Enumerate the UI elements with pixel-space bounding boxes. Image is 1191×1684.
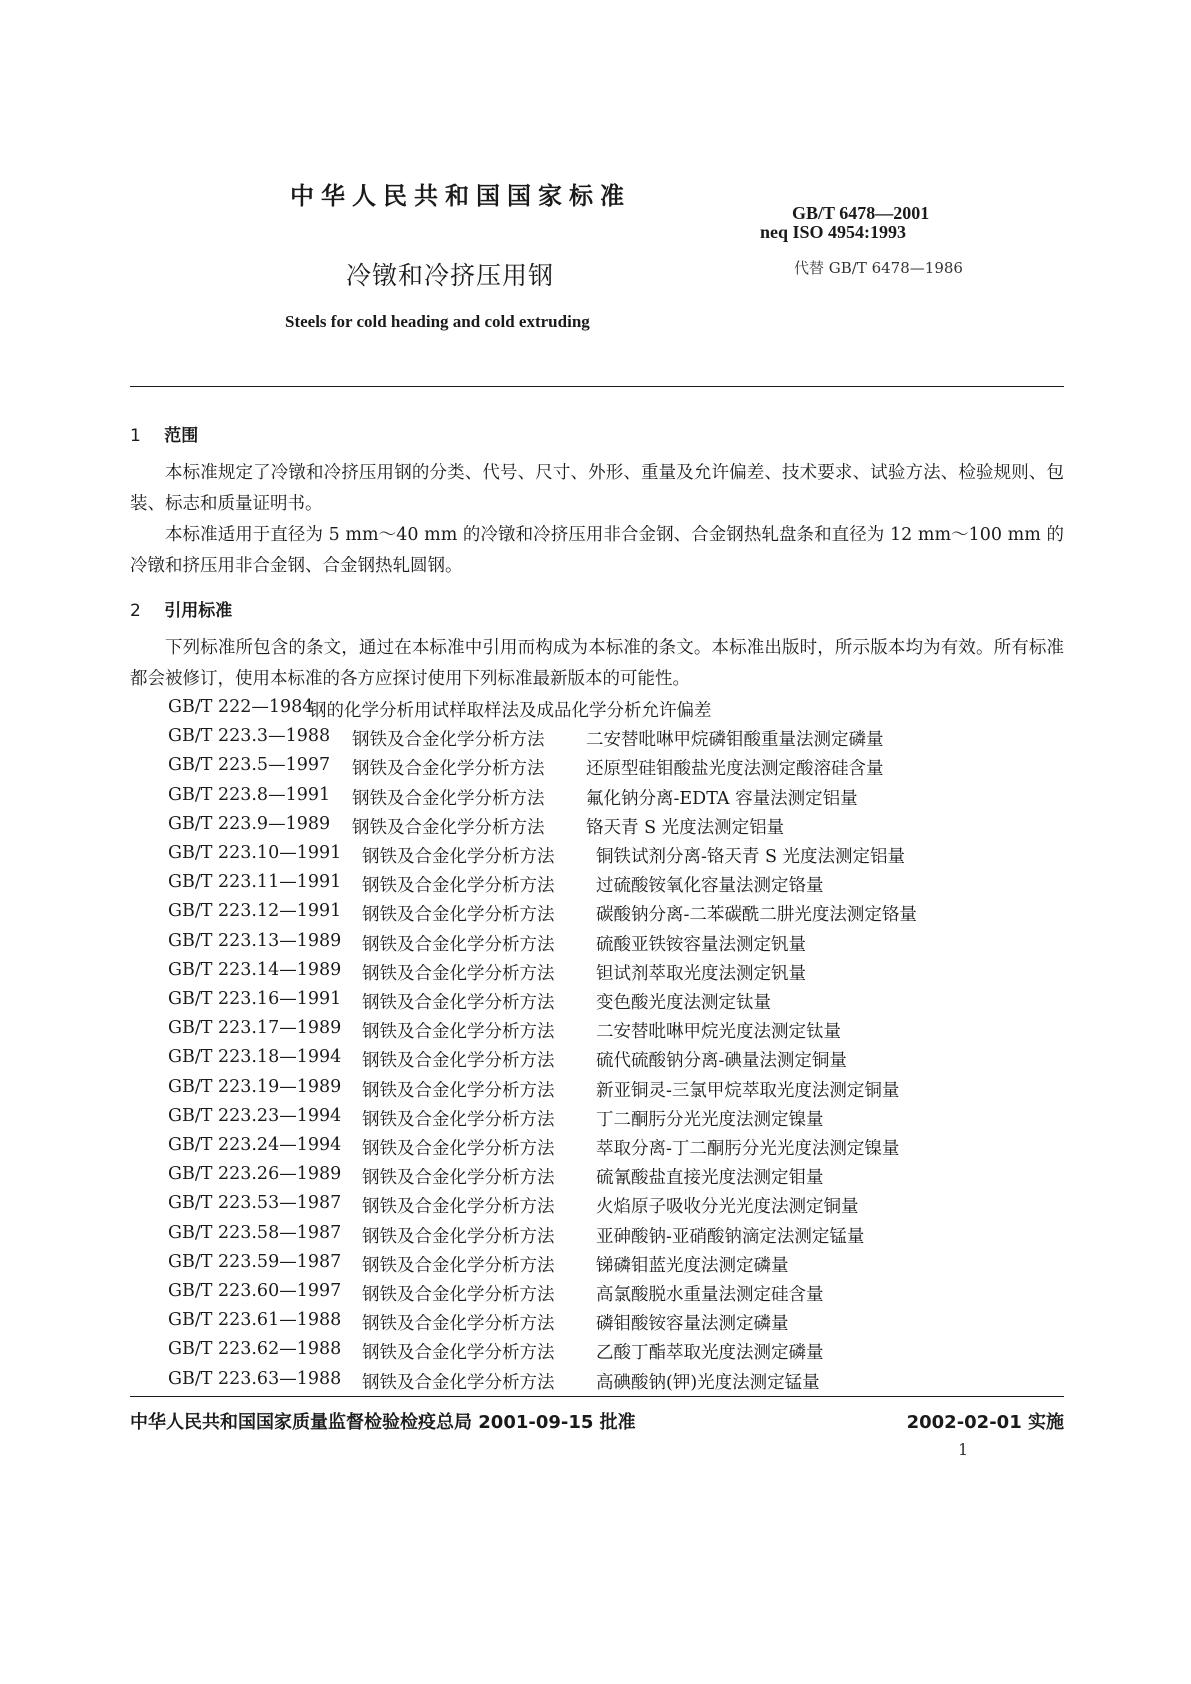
reference-title: 钢铁及合金化学分析方法 <box>362 1109 555 1130</box>
reference-code: GB/T 223.58—1987 <box>168 1222 342 1243</box>
reference-method: 硫酸亚铁铵容量法测定钒量 <box>596 934 806 955</box>
reference-title: 钢铁及合金化学分析方法 <box>362 1197 555 1218</box>
reference-title: 钢铁及合金化学分析方法 <box>362 1022 555 1043</box>
reference-method: 萃取分离-丁二酮肟分光光度法测定镍量 <box>596 1139 900 1159</box>
national-standard-heading: 中华人民共和国国家标准 <box>290 182 631 210</box>
reference-code: GB/T 223.18—1994 <box>168 1047 342 1068</box>
reference-code: GB/T 223.8—1991 <box>168 784 331 805</box>
reference-title: 钢铁及合金化学分析方法 <box>352 730 545 751</box>
reference-code: GB/T 223.63—1988 <box>168 1368 342 1389</box>
reference-title: 钢铁及合金化学分析方法 <box>362 934 555 955</box>
reference-method: 碳酸钠分离-二苯碳酰二肼光度法测定铬量 <box>596 905 917 926</box>
reference-method: 还原型硅钼酸盐光度法测定酸溶硅含量 <box>586 759 884 780</box>
reference-code: GB/T 223.24—1994 <box>168 1135 342 1155</box>
reference-method: 过硫酸铵氧化容量法测定铬量 <box>596 876 824 897</box>
reference-code: GB/T 223.53—1987 <box>168 1193 342 1214</box>
section-title: 引用标准 <box>164 601 233 621</box>
reference-code: GB/T 223.59—1987 <box>168 1251 342 1272</box>
reference-title: 钢铁及合金化学分析方法 <box>362 993 555 1013</box>
standard-code: GB/T 6478—2001 <box>792 203 930 223</box>
reference-method: 变色酸光度法测定钛量 <box>596 993 771 1013</box>
reference-code: GB/T 223.23—1994 <box>168 1105 342 1126</box>
footer-divider <box>130 1396 1064 1397</box>
reference-title: 钢铁及合金化学分析方法 <box>362 1343 555 1364</box>
paragraph: 下列标准所包含的条文，通过在本标准中引用而构成为本标准的条文。本标准出版时，所示版本均为有效。所有标准都会被修订，使用本标准的各方应探讨使用下列标准最新版本的可能性。 <box>130 638 1064 689</box>
reference-code: GB/T 223.14—1989 <box>168 959 342 980</box>
reference-code: GB/T 223.26—1989 <box>168 1164 342 1185</box>
reference-code: GB/T 223.61—1988 <box>168 1310 342 1331</box>
reference-method: 亚砷酸钠-亚硝酸钠滴定法测定锰量 <box>596 1226 865 1247</box>
document-title-en: Steels for cold heading and cold extruding <box>285 312 590 331</box>
reference-code: GB/T 223.19—1989 <box>168 1076 342 1097</box>
reference-method: 氟化钠分离-EDTA 容量法测定铝量 <box>586 788 858 809</box>
reference-code: GB/T 222—1984 <box>168 697 314 717</box>
reference-code: GB/T 223.17—1989 <box>168 1018 342 1039</box>
replaces-standard: 代替 GB/T 6478—1986 <box>794 259 963 277</box>
reference-method: 磷钼酸铵容量法测定磷量 <box>596 1314 789 1335</box>
reference-title: 钢铁及合金化学分析方法 <box>362 905 555 926</box>
section-2-intro <box>130 633 1064 695</box>
reference-method: 锑磷钼蓝光度法测定磷量 <box>596 1255 789 1276</box>
reference-title: 钢铁及合金化学分析方法 <box>362 1314 555 1335</box>
section-1-body <box>130 458 1064 582</box>
implementation-date: 2002-02-01 实施 <box>906 1412 1064 1433</box>
reference-code: GB/T 223.62—1988 <box>168 1339 342 1360</box>
reference-title: 钢铁及合金化学分析方法 <box>362 1255 555 1276</box>
paragraph: 本标准适用于直径为 5 mm～40 mm 的冷镦和冷挤压用非合金钢、合金钢热轧盘条和直径为 12 mm～100 mm 的冷镦和挤压用非合金钢、合金钢热轧圆钢。 <box>130 525 1064 576</box>
reference-method: 铬天青 S 光度法测定铝量 <box>586 817 785 838</box>
section-2-heading <box>130 596 232 621</box>
page-number: 1 <box>958 1440 969 1459</box>
reference-code: GB/T 223.5—1997 <box>168 755 331 776</box>
reference-method: 新亚铜灵-三氯甲烷萃取光度法测定铜量 <box>596 1080 900 1101</box>
reference-title: 钢铁及合金化学分析方法 <box>362 1051 555 1072</box>
reference-title: 钢铁及合金化学分析方法 <box>362 963 555 984</box>
section-1-heading <box>130 421 198 446</box>
reference-method: 火焰原子吸收分光光度法测定铜量 <box>596 1197 859 1218</box>
reference-title: 钢铁及合金化学分析方法 <box>352 788 545 809</box>
reference-method: 高碘酸钠(钾)光度法测定锰量 <box>596 1372 820 1393</box>
section-number: 1 <box>130 426 141 446</box>
reference-code: GB/T 223.3—1988 <box>168 726 331 747</box>
reference-code: GB/T 223.12—1991 <box>168 901 342 922</box>
reference-title: 钢铁及合金化学分析方法 <box>362 847 555 867</box>
header-divider <box>130 386 1064 387</box>
reference-method: 乙酸丁酯萃取光度法测定磷量 <box>596 1343 824 1364</box>
reference-method: 高氯酸脱水重量法测定硅含量 <box>596 1285 824 1305</box>
reference-method: 硫代硫酸钠分离-碘量法测定铜量 <box>596 1051 847 1072</box>
reference-method: 丁二酮肟分光光度法测定镍量 <box>596 1109 824 1130</box>
reference-method: 二安替吡啉甲烷光度法测定钛量 <box>596 1022 841 1043</box>
reference-title: 钢铁及合金化学分析方法 <box>362 1372 555 1393</box>
reference-title: 钢的化学分析用试样取样法及成品化学分析允许偏差 <box>309 701 712 721</box>
neq-iso-reference: neq ISO 4954:1993 <box>760 222 907 242</box>
reference-title: 钢铁及合金化学分析方法 <box>362 876 555 897</box>
reference-method: 钽试剂萃取光度法测定钒量 <box>596 963 806 984</box>
section-title: 范围 <box>164 426 199 446</box>
reference-title: 钢铁及合金化学分析方法 <box>362 1168 555 1189</box>
reference-method: 硫氰酸盐直接光度法测定钼量 <box>596 1168 824 1189</box>
reference-title: 钢铁及合金化学分析方法 <box>362 1285 555 1305</box>
document-title-cn: 冷镦和冷挤压用钢 <box>346 261 555 290</box>
reference-code: GB/T 223.11—1991 <box>168 872 342 893</box>
reference-title: 钢铁及合金化学分析方法 <box>352 817 545 838</box>
reference-code: GB/T 223.10—1991 <box>168 843 342 863</box>
approval-statement: 中华人民共和国国家质量监督检验检疫总局 2001-09-15 批准 <box>130 1412 636 1433</box>
reference-title: 钢铁及合金化学分析方法 <box>362 1139 555 1159</box>
reference-title: 钢铁及合金化学分析方法 <box>362 1226 555 1247</box>
section-number: 2 <box>130 601 141 621</box>
reference-method: 二安替吡啉甲烷磷钼酸重量法测定磷量 <box>586 730 884 751</box>
paragraph: 本标准规定了冷镦和冷挤压用钢的分类、代号、尺寸、外形、重量及允许偏差、技术要求、试验方法、检验规则、包装、标志和质量证明书。 <box>130 463 1064 514</box>
reference-code: GB/T 223.9—1989 <box>168 813 331 834</box>
reference-method: 铜铁试剂分离-铬天青 S 光度法测定铝量 <box>596 847 906 867</box>
reference-code: GB/T 223.16—1991 <box>168 989 342 1009</box>
reference-title: 钢铁及合金化学分析方法 <box>352 759 545 780</box>
reference-code: GB/T 223.13—1989 <box>168 930 342 951</box>
reference-code: GB/T 223.60—1997 <box>168 1281 342 1301</box>
reference-title: 钢铁及合金化学分析方法 <box>362 1080 555 1101</box>
